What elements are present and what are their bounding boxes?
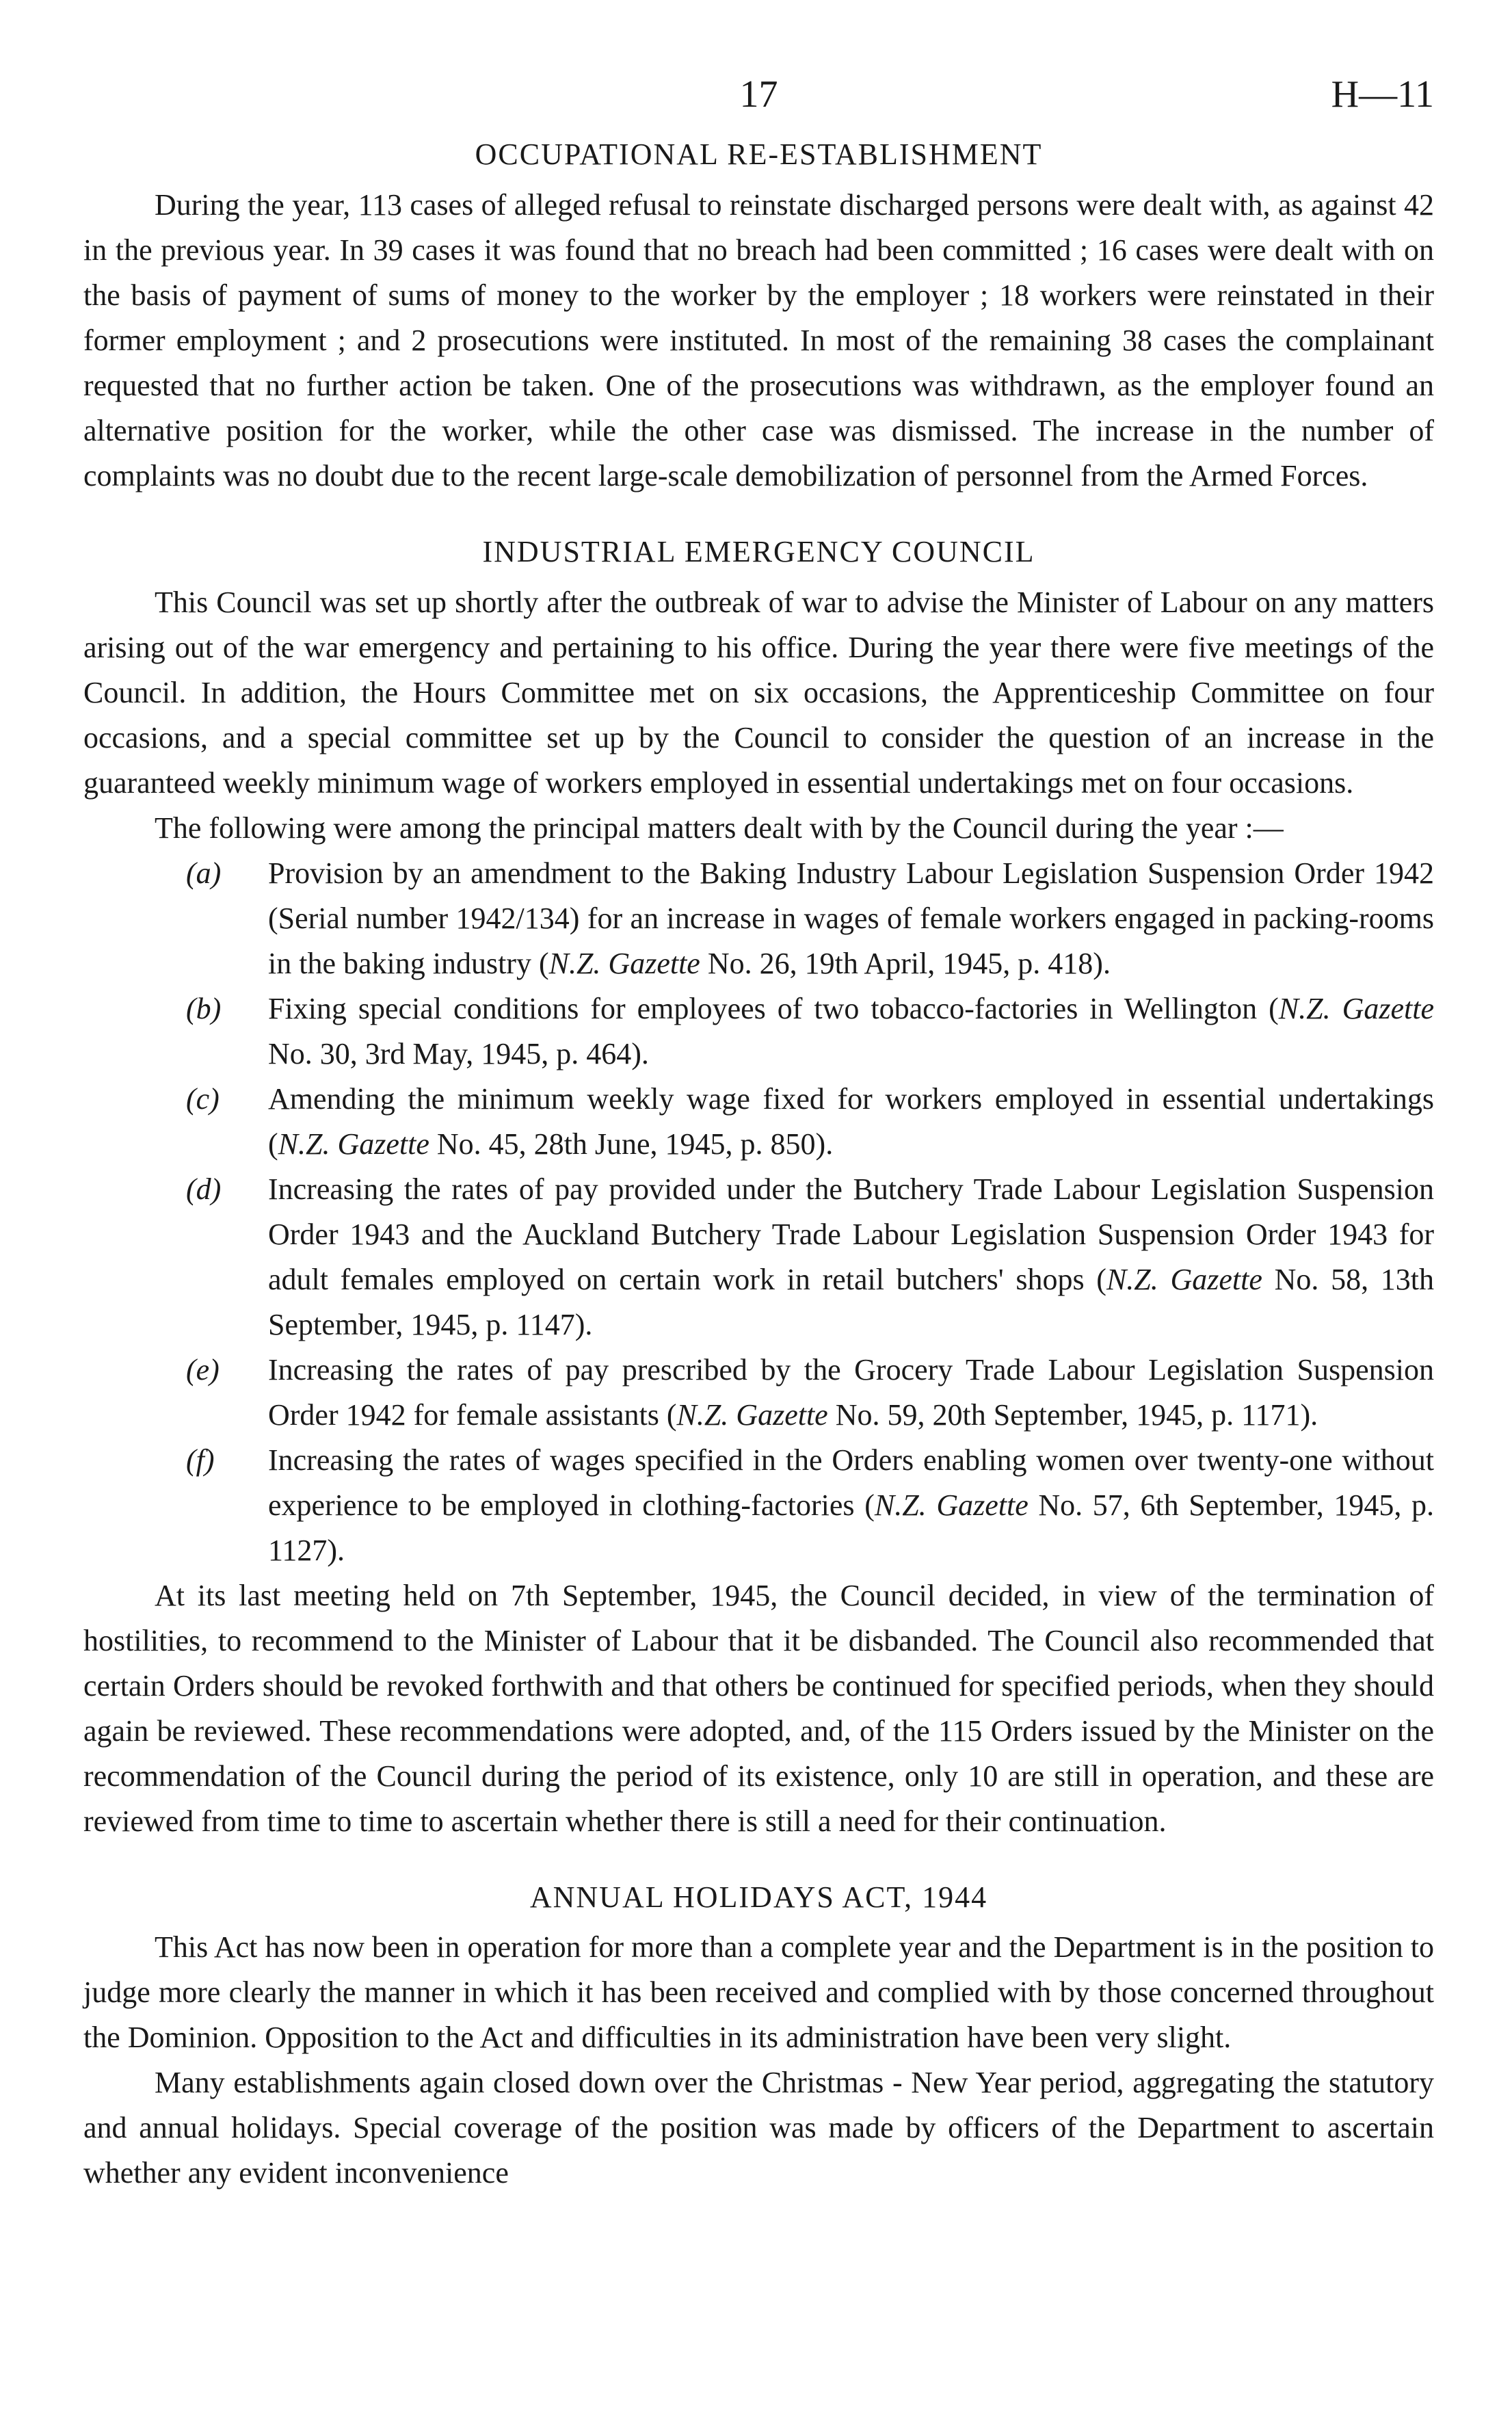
gazette-name: N.Z. Gazette bbox=[1278, 991, 1435, 1025]
list-marker: (d) bbox=[186, 1172, 222, 1206]
item-text: Increasing the rates of pay provided under the Butchery Trade Labour Legislation Suspension Order 1943 and the Auckland Butchery Trade Labour Legislation Suspension Order 1943 for adult females employed on certain work in retail butchers' shops ( bbox=[268, 1172, 1434, 1296]
gazette-name: N.Z. Gazette bbox=[1106, 1262, 1262, 1296]
gazette-ref: No. 57, 6th September, 1945, p. 1127). bbox=[268, 1488, 1434, 1567]
item-text: Increasing the rates of pay prescribed by the Grocery Trade Labour Legislation Suspension Order 1942 for female assistants ( bbox=[268, 1352, 1434, 1432]
list-item bbox=[83, 1348, 1434, 1438]
section-occupational-re-establishment bbox=[83, 137, 1434, 499]
gazette-ref: No. 58, 13th September, 1945, p. 1147). bbox=[268, 1262, 1434, 1341]
document-page bbox=[83, 75, 1434, 2196]
paragraph: Many establishments again closed down over the Christmas - New Year period, aggregating the statutory and annual holidays. Special coverage of the position was made by officers of the Department to ascertain whether any evident inconvenience bbox=[83, 2066, 1434, 2190]
list-marker: (e) bbox=[186, 1352, 220, 1387]
list-item bbox=[83, 851, 1434, 986]
section-title: ANNUAL HOLIDAYS ACT, 1944 bbox=[529, 1880, 988, 1914]
gazette-name: N.Z. Gazette bbox=[548, 946, 700, 980]
gazette-name: N.Z. Gazette bbox=[278, 1127, 429, 1161]
item-text: Amending the minimum weekly wage fixed for workers employed in essential undertakings ( bbox=[268, 1081, 1434, 1161]
section-title: INDUSTRIAL EMERGENCY COUNCIL bbox=[482, 534, 1035, 568]
list-marker: (b) bbox=[186, 991, 222, 1025]
gazette-name: N.Z. Gazette bbox=[676, 1397, 828, 1432]
paragraph: This Act has now been in operation for more than a complete year and the Department is in the position to judge more clearly the manner in which it has been received and complied with by those concerned throughout the Dominion. Opposition to the Act and difficulties in its administration have been very slight. bbox=[83, 1930, 1434, 2055]
item-text: Fixing special conditions for employees of two tobacco-factories in Wellington ( bbox=[268, 991, 1279, 1025]
gazette-ref: No. 26, 19th April, 1945, p. 418). bbox=[700, 946, 1111, 980]
paragraph: This Council was set up shortly after the outbreak of war to advise the Minister of Labour on any matters arising out of the war emergency and pertaining to his office. During the year there were five meetings of the Council. In addition, the Hours Committee met on six occasions, the Apprenticeship Committee on four occasions, and a special committee set up by the Council to consider the question of an increase in the guaranteed weekly minimum wage of workers employed in essential undertakings met on four occasions. bbox=[83, 585, 1434, 800]
page-number: 17 bbox=[739, 73, 778, 116]
list-marker: (f) bbox=[186, 1443, 215, 1477]
section-annual-holidays-act bbox=[83, 1880, 1434, 2196]
list-marker: (a) bbox=[186, 856, 222, 890]
list-item bbox=[83, 986, 1434, 1077]
gazette-name: N.Z. Gazette bbox=[874, 1488, 1029, 1522]
paragraph: The following were among the principal matters dealt with by the Council during the year :— bbox=[155, 811, 1284, 845]
section-industrial-emergency-council bbox=[83, 534, 1434, 1844]
gazette-ref: No. 59, 20th September, 1945, p. 1171). bbox=[827, 1397, 1318, 1432]
section-title: OCCUPATIONAL RE-ESTABLISHMENT bbox=[475, 137, 1043, 171]
page-header bbox=[83, 75, 1434, 137]
item-text: Increasing the rates of wages specified in the Orders enabling women over twenty-one without experience to be employed in clothing-factories ( bbox=[268, 1443, 1434, 1522]
document-reference: H—11 bbox=[1331, 73, 1434, 116]
gazette-ref: No. 30, 3rd May, 1945, p. 464). bbox=[268, 1036, 649, 1070]
list-marker: (c) bbox=[186, 1081, 220, 1116]
list-item bbox=[83, 1077, 1434, 1167]
list-item bbox=[83, 1438, 1434, 1573]
gazette-ref: No. 45, 28th June, 1945, p. 850). bbox=[429, 1127, 834, 1161]
paragraph: During the year, 113 cases of alleged refusal to reinstate discharged persons were dealt with, as against 42 in the previous year. In 39 cases it was found that no breach had been committed ; 16 cases were dealt with on the basis of payment of sums of money to the worker by the employer ; 18 workers were reinstated in their former employment ; and 2 prosecutions were instituted. In most of the remaining 38 cases the complainant requested that no further action be taken. One of the prosecutions was withdrawn, as the employer found an alternative position for the worker, while the other case was dismissed. The increase in the number of complaints was no doubt due to the recent large-scale demobilization of personnel from the Armed Forces. bbox=[83, 187, 1434, 492]
paragraph: At its last meeting held on 7th September, 1945, the Council decided, in view of the termination of hostilities, to recommend to the Minister of Labour that it be disbanded. The Council also recommended that certain Orders should be revoked forthwith and that others be continued for specified periods, when they should again be reviewed. These recommendations were adopted, and, of the 115 Orders issued by the Minister on the recommendation of the Council during the period of its existence, only 10 are still in operation, and these are reviewed from time to time to ascertain whether there is still a need for their continuation. bbox=[83, 1578, 1434, 1838]
list-item bbox=[83, 1167, 1434, 1348]
item-text: Provision by an amendment to the Baking Industry Labour Legislation Suspension Order 1942 (Serial number 1942/134) for an increase in wages of female workers engaged in packing-rooms in the baking industry ( bbox=[268, 856, 1434, 980]
matters-list bbox=[83, 851, 1434, 1573]
